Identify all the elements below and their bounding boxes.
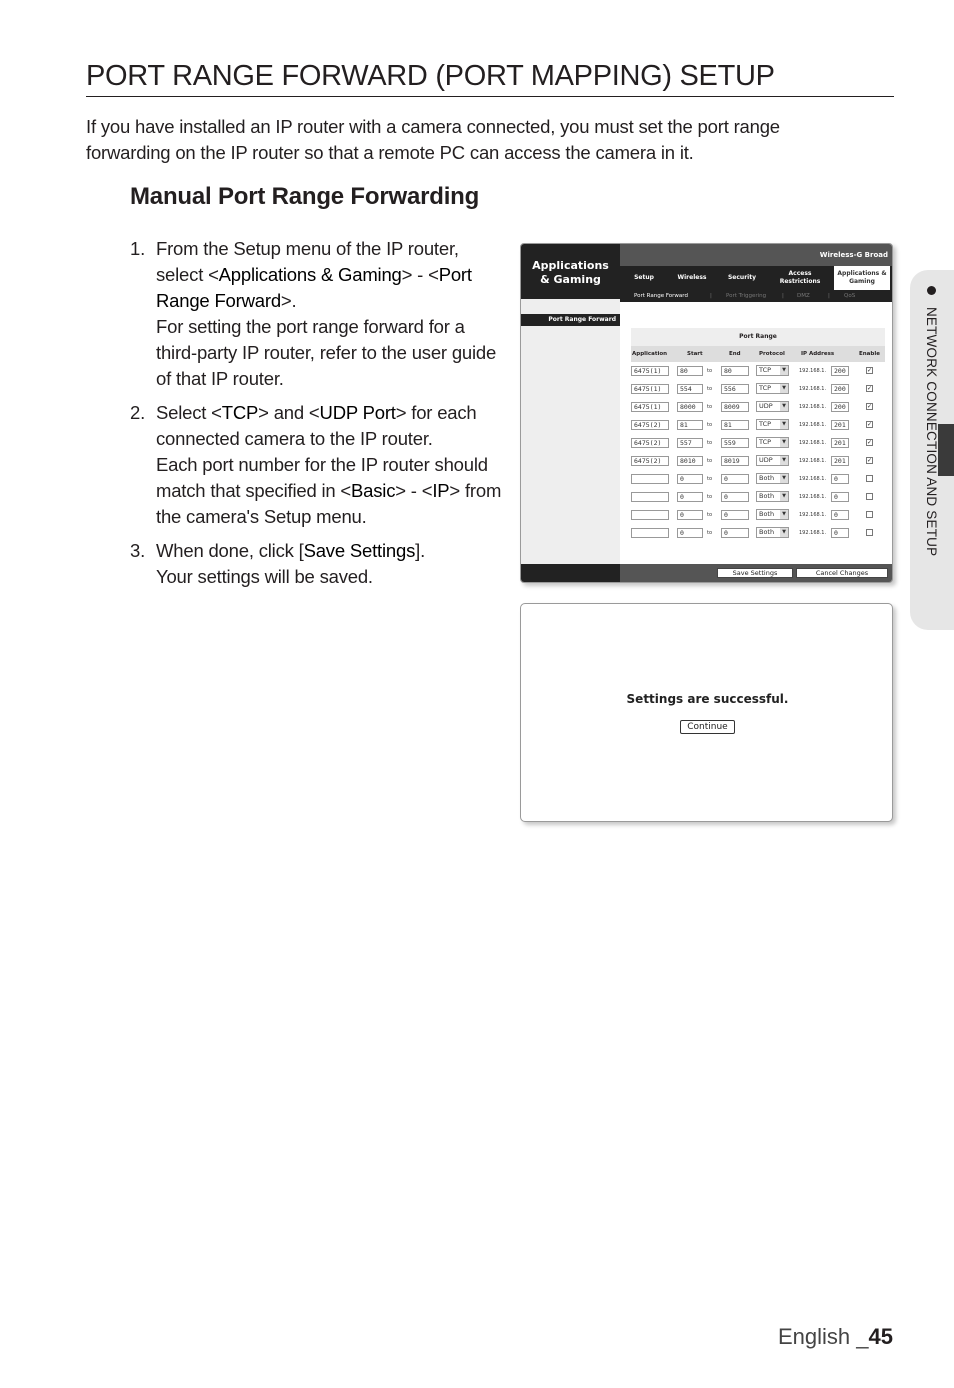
step-text: > and < [258, 402, 320, 423]
router-section-title-line2: & Gaming [540, 273, 601, 286]
port-range-row [631, 416, 885, 434]
start-port-input[interactable]: 557 [677, 438, 703, 448]
end-port-input[interactable]: 80 [721, 366, 749, 376]
start-port-input[interactable]: 0 [677, 528, 703, 538]
success-dialog [520, 603, 893, 822]
enable-checkbox[interactable]: ✓ [867, 457, 873, 464]
protocol-value: TCP [759, 366, 772, 374]
ip-prefix: 192.168.1. [799, 458, 827, 464]
ip-suffix-input[interactable]: 0 [831, 474, 849, 484]
ip-suffix-input[interactable]: 0 [831, 510, 849, 520]
application-input[interactable] [631, 474, 669, 484]
chapter-label-text: NETWORK CONNECTION AND SETUP [924, 306, 939, 557]
ip-prefix: 192.168.1. [799, 476, 827, 482]
ip-prefix: 192.168.1. [799, 422, 827, 428]
col-enable: Enable [859, 351, 880, 357]
application-input[interactable] [631, 492, 669, 502]
ip-suffix-input[interactable]: 201 [831, 438, 849, 448]
end-port-input[interactable]: 0 [721, 528, 749, 538]
enable-checkbox[interactable]: ✓ [867, 439, 873, 446]
end-port-input[interactable]: 8019 [721, 456, 749, 466]
step-3 [130, 538, 510, 590]
step-text: For setting the port range forward for a third-party IP router, refer to the user guide of that IP router. [156, 316, 497, 389]
port-range-row [631, 398, 885, 416]
router-footer [620, 564, 892, 582]
to-label: to [707, 404, 713, 410]
ip-prefix: 192.168.1. [799, 386, 827, 392]
end-port-input[interactable]: 8009 [721, 402, 749, 412]
menu-keyword: TCP [221, 402, 259, 423]
subtab-qos[interactable]: QoS [844, 293, 856, 299]
protocol-value: Both [759, 528, 775, 536]
step-text: Each port number for the IP router should match that specified in < [156, 454, 488, 501]
chevron-down-icon: ▼ [780, 456, 788, 465]
port-range-caption: Port Range [631, 328, 885, 346]
application-input[interactable]: 6475(2) [631, 420, 669, 430]
chevron-down-icon: ▼ [780, 492, 788, 501]
protocol-value: TCP [759, 438, 772, 446]
router-subtabs [620, 290, 892, 302]
application-input[interactable]: 6475(1) [631, 366, 669, 376]
to-label: to [707, 440, 713, 446]
start-port-input[interactable]: 8010 [677, 456, 703, 466]
end-port-input[interactable]: 0 [721, 492, 749, 502]
port-range-row [631, 380, 885, 398]
enable-checkbox[interactable]: ✓ [867, 403, 873, 410]
subtab-port-triggering[interactable]: Port Triggering [726, 293, 767, 299]
menu-keyword: Applications & Gaming [218, 264, 402, 285]
port-range-row [631, 488, 885, 506]
step-text: > from the camera's Setup menu. [156, 480, 502, 527]
step-text: > - < [395, 480, 433, 501]
step-number: 3. [130, 540, 146, 561]
chevron-down-icon: ▼ [780, 510, 788, 519]
router-tabs [620, 266, 892, 290]
protocol-select[interactable] [756, 365, 789, 376]
ip-suffix-input[interactable]: 200 [831, 366, 849, 376]
chevron-down-icon: ▼ [780, 384, 788, 393]
port-range-row [631, 434, 885, 452]
port-range-row [631, 362, 885, 380]
step-number: 1. [130, 238, 146, 259]
ip-prefix: 192.168.1. [799, 530, 827, 536]
chevron-down-icon: ▼ [780, 402, 788, 411]
subtab-separator: | [710, 293, 712, 299]
ip-prefix: 192.168.1. [799, 440, 827, 446]
subtab-separator: | [782, 293, 784, 299]
protocol-select[interactable] [756, 401, 789, 412]
application-input[interactable]: 6475(2) [631, 438, 669, 448]
tab-applications-gaming[interactable]: Applications & Gaming [834, 266, 890, 290]
step-text: >. [280, 290, 297, 311]
step-text: ]. [415, 540, 426, 561]
ip-suffix-input[interactable]: 201 [831, 456, 849, 466]
protocol-value: Both [759, 510, 775, 518]
ip-suffix-input[interactable]: 200 [831, 384, 849, 394]
protocol-value: TCP [759, 384, 772, 392]
start-port-input[interactable]: 0 [677, 510, 703, 520]
protocol-select[interactable] [756, 491, 789, 502]
enable-checkbox[interactable] [866, 511, 873, 518]
steps-list [130, 236, 510, 598]
end-port-input[interactable]: 556 [721, 384, 749, 394]
protocol-select[interactable] [756, 473, 789, 484]
tab-wireless[interactable]: Wireless [677, 274, 707, 281]
menu-keyword: Basic [351, 480, 396, 501]
ip-suffix-input[interactable]: 200 [831, 402, 849, 412]
application-input[interactable]: 6475(1) [631, 384, 669, 394]
port-range-row [631, 506, 885, 524]
start-port-input[interactable]: 81 [677, 420, 703, 430]
start-port-input[interactable]: 554 [677, 384, 703, 394]
step-text: When done, click [ [156, 540, 304, 561]
step-text: > for each connected camera to the IP router. [156, 402, 477, 449]
application-input[interactable]: 6475(1) [631, 402, 669, 412]
step-text: Your settings will be saved. [156, 566, 373, 587]
start-port-input[interactable]: 80 [677, 366, 703, 376]
menu-keyword: IP [432, 480, 450, 501]
protocol-select[interactable] [756, 455, 789, 466]
menu-keyword: Save Settings [303, 540, 416, 561]
port-range-header [631, 346, 885, 362]
menu-keyword: Port Range Forward [156, 264, 472, 311]
tab-security[interactable]: Security [727, 274, 756, 281]
col-application: Application [632, 351, 668, 357]
chapter-label [924, 286, 939, 556]
ip-prefix: 192.168.1. [799, 404, 827, 410]
cancel-changes-button[interactable]: Cancel Changes [796, 568, 888, 578]
chevron-down-icon: ▼ [780, 528, 788, 537]
ip-suffix-input[interactable]: 0 [831, 492, 849, 502]
router-section-title-line1: Applications [532, 259, 609, 272]
page-footer [778, 1324, 893, 1350]
start-port-input[interactable]: 0 [677, 492, 703, 502]
bullet-icon [927, 286, 936, 295]
end-port-input[interactable]: 0 [721, 510, 749, 520]
menu-keyword: UDP Port [319, 402, 396, 423]
col-ip-address: IP Address [801, 351, 835, 357]
application-input[interactable] [631, 528, 669, 538]
enable-checkbox[interactable] [866, 475, 873, 482]
col-start: Start [687, 351, 703, 357]
protocol-select[interactable] [756, 509, 789, 520]
success-message: Settings are successful. [626, 692, 789, 706]
step-number: 2. [130, 402, 146, 423]
enable-checkbox[interactable] [866, 493, 873, 500]
protocol-select[interactable] [756, 383, 789, 394]
end-port-input[interactable]: 0 [721, 474, 749, 484]
port-range-row [631, 470, 885, 488]
enable-checkbox[interactable]: ✓ [867, 421, 873, 428]
intro-paragraph: If you have installed an IP router with a camera connected, you must set the port range forwarding on the IP router so that a remote PC can access the camera in it. [86, 116, 780, 163]
to-label: to [707, 458, 713, 464]
step-text: Select < [156, 402, 222, 423]
protocol-value: Both [759, 492, 775, 500]
enable-checkbox[interactable]: ✓ [867, 367, 873, 374]
to-label: to [707, 386, 713, 392]
continue-button[interactable]: Continue [680, 720, 735, 734]
page-number: 45 [868, 1324, 893, 1349]
enable-checkbox[interactable]: ✓ [867, 385, 873, 392]
step-1 [130, 236, 510, 392]
enable-checkbox[interactable] [866, 529, 873, 536]
chevron-down-icon: ▼ [780, 438, 788, 447]
col-protocol: Protocol [759, 351, 785, 357]
to-label: to [707, 512, 713, 518]
to-label: to [707, 422, 713, 428]
application-input[interactable]: 6475(2) [631, 456, 669, 466]
start-port-input[interactable]: 0 [677, 474, 703, 484]
protocol-value: TCP [759, 420, 772, 428]
subtab-port-range-forward[interactable]: Port Range Forward [634, 293, 688, 299]
to-label: to [707, 494, 713, 500]
end-port-input[interactable]: 559 [721, 438, 749, 448]
ip-suffix-input[interactable]: 201 [831, 420, 849, 430]
save-settings-button[interactable]: Save Settings [717, 568, 793, 578]
ip-prefix: 192.168.1. [799, 512, 827, 518]
subtab-dmz[interactable]: DMZ [797, 293, 810, 299]
page-title: PORT RANGE FORWARD (PORT MAPPING) SETUP [86, 58, 894, 97]
step-text: From the Setup menu of the IP router, select < [156, 238, 459, 285]
step-text: > - < [401, 264, 439, 285]
end-port-input[interactable]: 81 [721, 420, 749, 430]
to-label: to [707, 476, 713, 482]
protocol-value: UDP [759, 456, 773, 464]
section-title: Manual Port Range Forwarding [130, 183, 480, 210]
protocol-value: Both [759, 474, 775, 482]
subtab-separator: | [828, 293, 830, 299]
router-screenshot [520, 243, 893, 583]
router-left-footer [521, 564, 620, 582]
chevron-down-icon: ▼ [780, 420, 788, 429]
tab-access-restrictions[interactable]: Access Restrictions [779, 270, 821, 285]
to-label: to [707, 530, 713, 536]
footer-language: English _ [778, 1324, 869, 1349]
router-brand: Wireless-G Broad [620, 244, 892, 266]
chevron-down-icon: ▼ [780, 366, 788, 375]
ip-prefix: 192.168.1. [799, 368, 827, 374]
chapter-marker [938, 424, 954, 476]
ip-suffix-input[interactable]: 0 [831, 528, 849, 538]
col-end: End [729, 351, 741, 357]
chevron-down-icon: ▼ [780, 474, 788, 483]
protocol-select[interactable] [756, 527, 789, 538]
protocol-select[interactable] [756, 437, 789, 448]
ip-prefix: 192.168.1. [799, 494, 827, 500]
protocol-value: UDP [759, 402, 773, 410]
router-section-title [521, 244, 620, 299]
port-range-row [631, 524, 885, 542]
tab-setup[interactable]: Setup [634, 274, 654, 281]
port-range-row [631, 452, 885, 470]
router-left-subtitle: Port Range Forward [521, 314, 620, 326]
application-input[interactable] [631, 510, 669, 520]
to-label: to [707, 368, 713, 374]
protocol-select[interactable] [756, 419, 789, 430]
step-2 [130, 400, 510, 530]
start-port-input[interactable]: 8000 [677, 402, 703, 412]
